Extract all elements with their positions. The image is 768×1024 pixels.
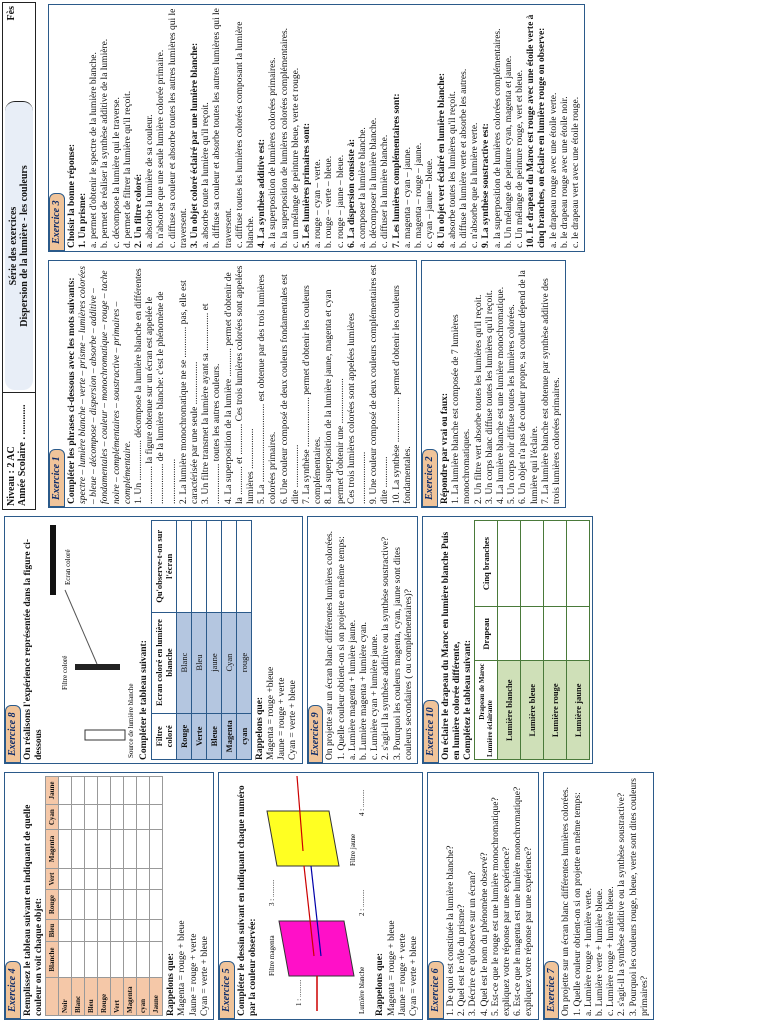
answer-cell[interactable] — [137, 919, 150, 942]
light-ray — [65, 590, 97, 664]
column-ex4-7 — [0, 768, 768, 1024]
answer-cell[interactable] — [111, 890, 124, 919]
exercise-6 — [427, 772, 538, 1020]
table-cell — [521, 607, 544, 661]
question: 1. Quelle couleur obtient-on si on projette en même temps: — [336, 536, 347, 760]
table-cell — [544, 607, 567, 661]
instruction: On réalisons l'expérience représentée dans la figure ci-dessous — [22, 538, 44, 760]
experiment-diagram — [45, 516, 135, 760]
answer-cell[interactable] — [72, 804, 85, 829]
table-cell: Rouge — [176, 713, 191, 759]
screen-label: Ecran coloré — [64, 549, 73, 585]
column-header: Blanche — [46, 942, 59, 977]
column-header: Drapeau — [475, 607, 498, 661]
answer-cell[interactable] — [111, 777, 124, 805]
table-cell — [544, 521, 567, 607]
instruction: Choisir la bonne réponse: — [66, 143, 77, 248]
answer-cell[interactable] — [85, 919, 98, 942]
recall-line: Cyan = verte + bleue — [288, 680, 299, 760]
table-cell — [567, 521, 590, 607]
table-cell: Cyan — [221, 612, 236, 713]
question: 1. Quelle couleur obtient-on si on projette en même temps: — [572, 792, 583, 1016]
exercise-title: Exercice 10 — [423, 700, 439, 763]
table-cell — [521, 521, 544, 607]
statement: 7. La lumière blanche est obtenue par synthèse additive des trois lumières colorées primaires. — [540, 278, 562, 504]
recall-title: Rappelons que: — [375, 952, 386, 1016]
statement: 3. Un corps blanc diffuse toutes les lumières qu'il reçoit. — [484, 290, 495, 504]
school-year — [17, 396, 28, 506]
sentence: 6. Une couleur composé de deux couleurs fondamentales est dite .................. — [279, 274, 301, 504]
instruction: On projette sur un écran blanc différentes lumières colorées. — [325, 530, 336, 760]
answer-cell[interactable] — [59, 868, 72, 890]
question: 3. Pourquoi les couleurs magenta, cyan, jaune sont dites couleurs secondaires ( ou complémentaires)? — [392, 547, 414, 760]
table-cell: Bleu — [191, 612, 206, 713]
table-cell: Blanc — [176, 612, 191, 713]
answer-cell[interactable] — [137, 942, 150, 977]
mcq-option[interactable]: d. permet de filtrer la lumière qu'il reçoit. — [122, 90, 133, 248]
row-header: Jaune — [150, 977, 163, 1015]
exercise-4 — [4, 772, 214, 1020]
recall-title: Rappelons que: — [254, 696, 265, 760]
answer-cell[interactable] — [124, 830, 137, 868]
sentence: 8. La superposition de la lumière jaune, magenta et cyan permet d'obtenir une ................... — [324, 289, 346, 504]
column-header: Vert — [46, 868, 59, 890]
question: a. Lumière magenta + lumière jaune. — [347, 619, 358, 760]
question: 2. s'agit-il la synthèse additive ou la synthèse soustractive? — [617, 792, 628, 1016]
answer-cell[interactable] — [59, 890, 72, 919]
exercise-title: Exercice 4 — [5, 961, 21, 1019]
table-row — [59, 777, 72, 1016]
filter2-label: Filtre jaune — [349, 833, 358, 866]
mcq-list — [78, 8, 582, 248]
statement: 2. Un filtre vert absorbe toutes les lumières qu'il reçoit. — [473, 294, 484, 504]
question: 2. Quel est le rôle du prisme? — [457, 904, 468, 1016]
question: b. Lumière verte + lumière bleue. — [595, 888, 606, 1016]
column-ex8-10 — [0, 512, 768, 768]
table-row — [236, 521, 251, 760]
table-row — [137, 777, 150, 1016]
answer-cell[interactable] — [85, 942, 98, 977]
exercise-5 — [218, 772, 423, 1020]
header-left — [3, 392, 35, 509]
table-row — [72, 777, 85, 1016]
column-header: Magenta — [46, 830, 59, 868]
mcq-question: 8. Un objet vert éclairé en lumière blanche: — [436, 72, 447, 248]
number-1: 1 : .......... — [295, 979, 304, 1006]
answer-cell[interactable] — [111, 919, 124, 942]
school-name: Fès — [6, 6, 17, 21]
recall-line: Magenta = rouge + bleue — [386, 920, 397, 1016]
row-header: Vert — [111, 977, 124, 1015]
answer-cell[interactable] — [98, 868, 111, 890]
table-cell: Lumière bleue — [521, 661, 544, 760]
filter1-label: Filtre magenta — [268, 935, 277, 976]
answer-cell[interactable] — [137, 804, 150, 829]
table-cell — [498, 521, 521, 607]
table-cell — [176, 521, 191, 613]
table-row — [111, 777, 124, 1016]
answer-cell[interactable] — [85, 830, 98, 868]
mcq-option[interactable]: c. un mélange de peinture bleue, verte et rouge. — [290, 67, 301, 248]
answer-cell[interactable] — [98, 942, 111, 977]
recall-line: Jaune = rouge + verte — [277, 677, 288, 760]
sentence: 2. La lumière monochromatique ne se ............. pas, elle est caractérisée par une seule .................. — [178, 280, 201, 504]
answer-cell[interactable] — [124, 777, 137, 805]
mcq-option[interactable]: b. permet de réaliser la synthèse additive de la lumière. — [100, 38, 111, 248]
instruction: Compléter les phrases ci-dessous avec les mots suivants: — [66, 277, 77, 504]
answer-cell[interactable] — [137, 890, 150, 919]
mcq-option[interactable]: b. décomposer la lumière blanche. — [369, 117, 380, 248]
answer-cell[interactable] — [72, 890, 85, 919]
answer-cell[interactable] — [124, 942, 137, 977]
source-label: Lumière blanche — [358, 966, 367, 1014]
answer-cell[interactable] — [124, 919, 137, 942]
answer-cell[interactable] — [98, 890, 111, 919]
exercise-title: Exercice 3 — [49, 193, 65, 251]
table-cell — [236, 521, 251, 613]
sentence: 5. La ................................. est obtenue par des trois lumières colorées primaires. — [257, 274, 279, 504]
mcq-option[interactable]: b. diffuse sa couleur et absorbe toutes les autres lumières qui le traversent. — [212, 8, 234, 248]
answer-cell[interactable] — [150, 804, 163, 829]
school-year-label: Année Scolaire . — [17, 437, 28, 506]
column-header: Cinq branches — [475, 521, 498, 607]
page-exercises-4-10 — [0, 512, 768, 1024]
question: c. Lumière cyan + lumière jaune. — [370, 634, 381, 760]
number-4: 4 : .......... — [358, 789, 367, 816]
table-cell: Magenta — [221, 713, 236, 759]
sentence: 10. La synthèse ................... permet d'obtenir les couleurs fondamentales. — [391, 285, 413, 504]
instruction: Compléter le dessin suivant en indiquant chaque numéro par la couleur observée: — [236, 785, 259, 1016]
statement: 5. Un corps noir diffuse toutes les lumières colorées. — [507, 304, 518, 504]
row-header: Noir — [59, 977, 72, 1015]
column-header: Jaune — [46, 777, 59, 805]
mcq-option[interactable]: c. diffuser la lumière blanche. — [380, 134, 391, 248]
number-2: 2 : .......... — [358, 889, 367, 916]
answer-cell[interactable] — [150, 890, 163, 919]
answer-cell[interactable] — [98, 919, 111, 942]
exercise-2 — [421, 260, 566, 508]
exercise-title: Exercice 5 — [219, 961, 235, 1019]
answer-cell[interactable] — [85, 777, 98, 805]
corner-cell — [46, 977, 59, 1015]
recall-line: Jaune = rouge + verte — [397, 933, 408, 1016]
mcq-option[interactable]: a. absorbe toute la lumière qu'il reçoit. — [201, 102, 212, 248]
flag-table — [474, 520, 590, 760]
instruction: On projette sur un écran blanc différentes lumières colorées. — [561, 786, 572, 1016]
table-row — [150, 777, 163, 1016]
answer-cell[interactable] — [111, 830, 124, 868]
answer-cell[interactable] — [137, 830, 150, 868]
answer-cell[interactable] — [59, 804, 72, 829]
table-intro: Complétez le tableau suivant: — [463, 639, 474, 760]
exercise-title: Exercice 9 — [308, 705, 324, 763]
mcq-option[interactable]: b. diffuse la lumière verte et absorbe les autres. — [458, 68, 469, 248]
table-row — [124, 777, 137, 1016]
exercise-title: Exercice 8 — [5, 705, 21, 763]
corner-bottom: Lumière éclairante — [486, 700, 495, 757]
row-header: Blanc — [72, 977, 85, 1015]
mcq-option[interactable]: a. la superposition de lumières colorées primaires. — [268, 57, 279, 248]
filter-diagram — [259, 772, 371, 1016]
mcq-question: 3. Un objet coloré éclairé par une lumière blanche: — [190, 42, 201, 248]
title-line-1: Série des exercices — [8, 206, 19, 286]
mcq-question: 10. Le drapeau du Maroc est rouge avec une étoile verte à cinq branches, on éclaire en lumière rouge on observe: — [526, 14, 548, 248]
answer-cell[interactable] — [72, 942, 85, 977]
sentence: 9. Une couleur composé de deux couleurs complémentaires est dite ............. — [369, 264, 391, 504]
table-cell: Bleue — [206, 713, 221, 759]
school-year-value: ............ — [17, 404, 28, 435]
column-header: Filtre coloré — [151, 713, 176, 759]
answer-cell[interactable] — [124, 890, 137, 919]
question: 6. Est-ce que le magenta est une lumière monochromatique? expliquez votre réponse par une expérience? — [513, 786, 535, 1016]
table-row — [498, 521, 521, 760]
exercise-8 — [4, 516, 303, 764]
instruction: Répondre par vrai ou faux: — [439, 392, 450, 504]
table-row — [521, 521, 544, 760]
table-cell: cyan — [236, 713, 251, 759]
question: 3. Décrire ce qu'observe sur un écran? — [468, 871, 479, 1016]
color-table — [45, 776, 163, 1016]
table-intro: Compléter le tableau suivant: — [139, 640, 150, 760]
mcq-option[interactable]: a. absorbe toutes les lumières qu'il reçoit. — [447, 91, 458, 248]
table-cell: Lumière jaune — [567, 661, 590, 760]
column-header: Qu'observe-t-on sur l'écran — [151, 521, 176, 613]
statement: 6. Un objet n'a pas de couleur propre, sa couleur dépend de la lumière qui l'éclaire. — [518, 270, 540, 504]
answer-cell[interactable] — [150, 868, 163, 890]
table-row — [221, 521, 236, 760]
source-shape — [85, 730, 125, 740]
answer-cell[interactable] — [111, 942, 124, 977]
column-header: Rouge — [46, 890, 59, 919]
header-title — [5, 101, 33, 390]
exercise-title: Exercice 2 — [422, 449, 438, 507]
answer-cell[interactable] — [98, 777, 111, 805]
answer-cell[interactable] — [150, 919, 163, 942]
answer-cell[interactable] — [85, 890, 98, 919]
row-header: Magenta — [124, 977, 137, 1015]
yellow-filter-shape — [267, 811, 339, 866]
mcq-option[interactable]: a. rouge – cyan – verte. — [313, 159, 324, 248]
answer-cell[interactable] — [59, 919, 72, 942]
exercise-9 — [307, 516, 418, 764]
table-row — [85, 777, 98, 1016]
mcq-question: 1. Un prisme: — [78, 192, 88, 248]
mcq-option[interactable]: c. Un mélange de peinture rouge, vert et bleue. — [514, 69, 525, 248]
question: 3. Pourquoi les couleurs rouge, bleue, verte sont dites couleurs primaires? — [628, 778, 650, 1016]
mcq-question: 4. La synthèse additive est: — [257, 139, 268, 248]
question: b. Lumière magenta + lumière cyan. — [358, 621, 369, 760]
mcq-option[interactable]: a. le drapeau rouge avec une étoile verte. — [548, 92, 559, 248]
sentence: 7. La synthèse ..................... permet d'obtenir les couleurs complémentaires. — [302, 285, 324, 504]
corner-header — [475, 661, 498, 760]
recall-line: Magenta = rouge + bleue — [177, 920, 188, 1016]
mcq-option[interactable]: a. composer la lumière blanche. — [358, 127, 369, 248]
table-row — [98, 777, 111, 1016]
question: 1. De quoi est constituée la lumière blanche? — [446, 845, 457, 1016]
exercise-title: Exercice 6 — [428, 961, 444, 1019]
mcq-option[interactable]: c. décompose la lumière qui le traverse. — [111, 97, 122, 248]
table-row — [191, 521, 206, 760]
answer-cell[interactable] — [137, 868, 150, 890]
statement: 1. La lumière blanche est composée de 7 lumières monochromatiques. — [451, 314, 473, 504]
mcq-option[interactable]: b. le drapeau rouge avec une étoile noir. — [559, 96, 570, 248]
sentence: 1. Un ................. décompose la lumière blanche en différentes ................ la figure obtenue sur un écran est appelée le ................. de la lumière blanche: c'est le phénomène de ................... — [134, 268, 178, 504]
recall-line: Jaune = rouge + verte — [188, 933, 199, 1016]
number-3: 3 : .......... — [268, 879, 277, 906]
instruction: On éclaire le drapeau du Maroc en lumière blanche Puis en lumière colorée différente, — [440, 531, 462, 760]
column-ex1-2 — [44, 256, 768, 512]
table-row — [567, 521, 590, 760]
mcq-option[interactable]: c. cyan – jaune – bleue. — [425, 158, 436, 248]
question: 2. s'agit-il la synthèse additive ou la synthèse soustractive? — [381, 536, 392, 760]
table-cell: Lumière blanche — [498, 661, 521, 760]
instruction: Remplissez le tableau suivant en indiquant de quelle couleur on voit chaque objet: — [22, 804, 44, 1016]
table-cell — [498, 607, 521, 661]
column-header: Bleu — [46, 919, 59, 942]
answer-cell[interactable] — [59, 777, 72, 805]
answer-cell[interactable] — [150, 830, 163, 868]
table-cell — [191, 521, 206, 613]
word-list: spectre – lumière blanche – verte – prisme – lumières colorées – bleue – décompose – dispersion – absorbe – additive – fondamentales – couleur – monochromatique – rouge – tache noire – complémentaires – soustractive – primaires – complémentaire. — [78, 266, 133, 504]
table-cell: rouge — [236, 612, 251, 713]
answer-cell[interactable] — [150, 942, 163, 977]
exercise-7 — [543, 772, 654, 1020]
sentence: Ces trois lumières colorées sont appelées lumières ...................... — [346, 312, 369, 504]
mcq-option[interactable]: c. diffuse toutes les lumières colorées composant la lumière blanche. — [234, 21, 257, 248]
row-header: Bleu — [85, 977, 98, 1015]
answer-cell[interactable] — [72, 868, 85, 890]
exercise-10 — [422, 516, 593, 764]
table-row — [206, 521, 221, 760]
recall-line: Magenta = rouge +bleue — [265, 666, 276, 760]
answer-cell[interactable] — [124, 804, 137, 829]
exercise-title: Exercice 7 — [544, 961, 560, 1019]
level: Niveau : 2 AC — [6, 446, 17, 506]
question: 4. Quel est le nom du phénomène observé? — [479, 852, 490, 1016]
mcq-option[interactable]: c. rouge – jaune – bleue. — [335, 154, 346, 248]
mcq-option[interactable]: b. rouge – verte – bleue. — [324, 155, 335, 248]
column-header: Ecran coloré en lumière blanche — [151, 612, 176, 713]
answer-cell[interactable] — [124, 868, 137, 890]
answer-cell[interactable] — [59, 830, 72, 868]
table-cell — [221, 521, 236, 613]
answer-cell[interactable] — [59, 942, 72, 977]
mcq-question: 2. Un filtre coloré: — [134, 173, 145, 248]
corner-top: Drapeau de Maroc — [478, 663, 487, 720]
mcq-option[interactable]: a. magenta – cyan – jaune. — [402, 146, 413, 248]
answer-cell[interactable] — [98, 830, 111, 868]
question: a. Lumière rouge + lumière verte. — [583, 887, 594, 1016]
worksheet-header — [2, 2, 36, 510]
source-label: Source de lumière blanche — [127, 683, 136, 758]
title-line-2: Dispersion de la lumière - les couleurs — [19, 165, 30, 327]
table-row — [544, 521, 567, 760]
table-cell: Lumière rouge — [544, 661, 567, 760]
screen-shape — [50, 525, 56, 595]
mcq-question: 5. Les lumières primaires sont: — [302, 123, 313, 248]
row-header: Rouge — [98, 977, 111, 1015]
statement: 4. La lumière blanche est une lumière monochromatique. — [495, 286, 506, 504]
table-cell — [206, 521, 221, 613]
answer-cell[interactable] — [111, 868, 124, 890]
sentence: 4. La superposition de la lumière ............ permet d'obtenir de la ............ et ............. Ces trois lumières colorées sont appelées lumières ................. — [223, 265, 257, 504]
exercise-1 — [48, 260, 417, 508]
table-row — [176, 521, 191, 760]
column-ex3 — [44, 0, 768, 256]
filter-table — [151, 520, 252, 760]
exercise-3 — [48, 4, 585, 252]
answer-cell[interactable] — [72, 919, 85, 942]
answer-cell[interactable] — [85, 804, 98, 829]
answer-cell[interactable] — [137, 777, 150, 805]
answer-cell[interactable] — [111, 804, 124, 829]
filter-label: Filtre coloré — [61, 655, 70, 690]
answer-cell[interactable] — [150, 777, 163, 805]
mcq-question: 6. La dispersion consiste à: — [346, 139, 357, 248]
answer-cell[interactable] — [85, 868, 98, 890]
table-cell — [567, 607, 590, 661]
row-header: cyan — [137, 977, 150, 1015]
table-cell: jaune — [206, 612, 221, 713]
mcq-option[interactable]: c. le drapeau vert avec une étoile rouge. — [570, 96, 581, 248]
answer-cell[interactable] — [72, 830, 85, 868]
magenta-filter-shape — [279, 921, 354, 976]
mcq-option[interactable]: a. permet d'obtenir le spectre de la lumière blanche. — [89, 52, 100, 248]
table-cell: Verte — [191, 713, 206, 759]
mcq-option[interactable]: a. la superposition de lumières colorées complémentaires. — [492, 28, 503, 248]
mcq-option[interactable]: c. n'absorbe que la lumière verte. — [470, 122, 481, 248]
mcq-question: 7. Les lumières complémentaires sont: — [391, 93, 402, 248]
question: c. Lumière rouge + lumière bleue. — [606, 886, 617, 1016]
recall-title: Rappelons que: — [166, 952, 177, 1016]
mcq-option[interactable]: b. n'absorbe que une seule lumière colorée primaire. — [156, 49, 167, 248]
recall-line: Cyan = verte + bleue — [409, 936, 420, 1016]
mcq-option[interactable]: a. absorbe la lumière de sa couleur. — [145, 114, 156, 248]
column-header: Cyan — [46, 804, 59, 829]
mcq-option[interactable]: b. la superposition de lumières colorées complémentaires. — [279, 27, 290, 248]
mcq-option[interactable]: b. Un mélange de peinture cyan, magenta et jaune. — [503, 55, 514, 248]
mcq-option[interactable]: b. magenta – rouge – jaune. — [414, 142, 425, 248]
recall-line: Cyan = verte + bleue — [199, 936, 210, 1016]
mcq-option[interactable]: c. diffuse sa couleur et absorbe toutes les autres lumières qui le traversent. — [167, 8, 189, 248]
answer-cell[interactable] — [72, 777, 85, 805]
sentence: 3. Un filtre transmet la lumière ayant sa ................ et ................. toutes les autres couleurs. — [201, 303, 223, 504]
header-right — [3, 3, 35, 99]
filter-shape — [75, 664, 120, 670]
exercise-title: Exercice 1 — [49, 449, 65, 507]
question: 5. Est-ce que le rouge est une lumière monochromatique? expliquez votre réponse par une expérience? — [490, 797, 513, 1016]
answer-cell[interactable] — [98, 804, 111, 829]
mcq-question: 9. La synthèse soustractive est: — [481, 123, 492, 248]
